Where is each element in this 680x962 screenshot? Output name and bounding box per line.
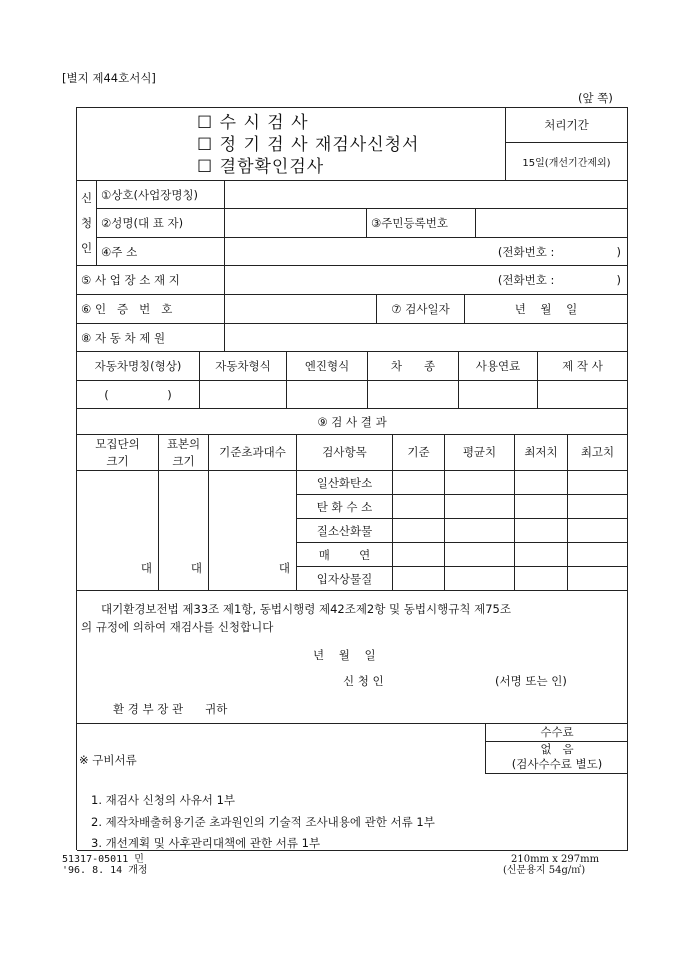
results-header: 표본의 크기 [159,435,209,471]
result-value-field[interactable] [393,471,445,495]
vehicle-header: 엔진형식 [287,352,368,381]
inspection-item: 탄 화 수 소 [297,495,393,519]
fee-box [485,724,628,774]
business-name-label: ①상호(사업장명칭) [97,181,225,209]
result-value-field[interactable] [393,519,445,543]
footer-size: 210mm x 297mm [511,854,600,865]
processing-value: 15일(개선기간제외) [506,143,628,181]
footer-revised: '96. 8. 14 개정 [62,865,148,876]
manufacturer-field[interactable] [538,381,628,409]
fee-label: 수수료 [486,724,628,742]
cert-no-field[interactable] [225,295,377,324]
inspection-item: 질소산화물 [297,519,393,543]
footer-paper: (신문용지 54g/㎡) [503,865,586,876]
inspection-item: 입자상물질 [297,567,393,591]
result-value-field[interactable] [445,543,515,567]
result-value-field[interactable] [445,567,515,591]
results-header: 기준초과대수 [209,435,297,471]
business-name-field[interactable] [225,181,628,209]
vehicle-class-field[interactable] [368,381,459,409]
vehicle-header: 제 작 사 [538,352,628,381]
statement-text-2: 의 규정에 의하여 재검사를 신청합니다 [81,620,274,634]
fee-value: 없 음 [540,742,574,756]
result-value-field[interactable] [445,471,515,495]
result-value-field[interactable] [445,519,515,543]
result-value-field[interactable] [568,519,628,543]
result-value-field[interactable] [568,471,628,495]
result-value-field[interactable] [568,495,628,519]
vehicle-spec-field [225,324,628,352]
results-header: 모집단의 크기 [77,435,159,471]
inspection-item: 일산화탄소 [297,471,393,495]
doc-item: 3. 개선계획 및 사후관리대책에 관한 서류 1부 [91,836,321,850]
resident-no-field[interactable] [476,209,628,238]
representative-field[interactable] [225,209,367,238]
docs-block [77,724,628,851]
result-value-field[interactable] [568,543,628,567]
side-char: 청 [80,216,93,230]
address-field[interactable]: (전화번호 : ) [225,238,628,266]
representative-label: ②성명(대 표 자) [97,209,225,238]
statement-text-1: 대기환경보전법 제33조 제1항, 동법시행령 제42조제2항 및 동법시행규칙 제75조 [101,602,511,616]
result-value-field[interactable] [515,519,568,543]
vehicle-name-field[interactable]: ( ) [77,381,200,409]
application-form [76,107,628,850]
results-header: 최고치 [568,435,628,471]
title-line-2: ☐ 정 기 검 사 재검사신청서 [197,135,420,155]
results-header: 최저치 [515,435,568,471]
docs-label: ※ 구비서류 [79,753,137,767]
form-id: [별지 제44호서식] [62,71,156,85]
vehicle-spec-label: ⑧ 자 동 차 제 원 [77,324,225,352]
engine-type-field[interactable] [287,381,368,409]
title-block [77,108,506,181]
site-label: ⑤ 사 업 장 소 재 지 [77,266,225,295]
vehicle-type-field[interactable] [200,381,287,409]
address-label: ④주 소 [97,238,225,266]
statement-applicant: 신 청 인 [343,674,384,688]
result-value-field[interactable] [445,495,515,519]
site-field[interactable]: (전화번호 : ) [225,266,628,295]
exceed-count-field[interactable]: 대 [209,471,297,591]
resident-no-label: ③주민등록번호 [367,209,476,238]
population-size-field[interactable]: 대 [77,471,159,591]
result-value-field[interactable] [393,495,445,519]
sample-size-field[interactable]: 대 [159,471,209,591]
inspect-date-label: ⑦ 검사일자 [377,295,465,324]
inspection-item: 매 연 [297,543,393,567]
footer-code: 51317-05011 민 [62,854,144,865]
vehicle-header: 자동차명칭(형상) [77,352,200,381]
page-side: (앞 쪽) [578,91,613,105]
statement-block [77,591,628,724]
result-value-field[interactable] [515,471,568,495]
vehicle-header: 자동차형식 [200,352,287,381]
result-value-field[interactable] [393,543,445,567]
processing-label: 처리기간 [506,108,628,143]
result-value-field[interactable] [568,567,628,591]
vehicle-header: 사용연료 [459,352,538,381]
side-char: 인 [80,241,93,255]
cert-no-label: ⑥ 인 증 번 호 [77,295,225,324]
result-value-field[interactable] [515,495,568,519]
title-line-3: ☐ 결함확인검사 [197,157,325,177]
title-line-1: ☐ 수 시 검 사 [197,113,309,133]
side-char: 신 [80,191,93,205]
results-header: 기준 [393,435,445,471]
results-header: 평균치 [445,435,515,471]
statement-sign: (서명 또는 인) [495,674,567,688]
vehicle-header: 차 종 [368,352,459,381]
inspect-date-field[interactable]: 년 월 일 [465,295,628,324]
fee-note: (검사수수료 별도) [511,757,603,771]
result-value-field[interactable] [515,543,568,567]
applicant-side-label [77,181,97,266]
result-value-field[interactable] [393,567,445,591]
result-value-field[interactable] [515,567,568,591]
doc-item: 2. 제작차배출허용기준 초과원인의 기술적 조사내용에 관한 서류 1부 [91,815,435,829]
statement-addressee: 환 경 부 장 관 귀하 [113,702,228,716]
fuel-field[interactable] [459,381,538,409]
doc-item: 1. 재검사 신청의 사유서 1부 [91,793,235,807]
results-label: ⑨ 검 사 결 과 [77,409,628,435]
results-header: 검사항목 [297,435,393,471]
statement-date: 년 월 일 [313,648,376,662]
